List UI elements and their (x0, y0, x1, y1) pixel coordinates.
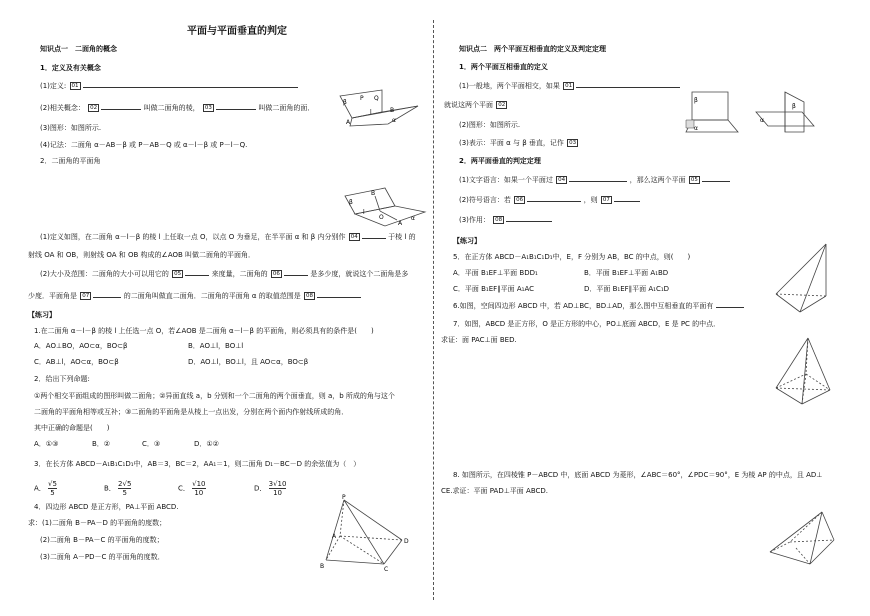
question-5: 5．在正方体 ABCD－A₁B₁C₁D₁中，E，F 分别为 AB，BC 的中点，则( ) (453, 253, 691, 261)
q2-option-a[interactable]: A．①③ (34, 440, 59, 448)
graph-line: (3)图形：如图所示. (40, 124, 102, 132)
fig1-label-l: l (370, 109, 372, 116)
answer-box-03: 03 (204, 105, 212, 111)
q1-option-d[interactable]: D．AO⊥l，BO⊥l，且 AO⊂α，BO⊂β (188, 358, 309, 366)
q2-option-d[interactable]: D．①② (194, 440, 219, 448)
q3-b-letter: B． (104, 484, 116, 493)
size-range-blank-08[interactable] (317, 297, 361, 298)
knowledge-point-1-heading: 知识点一 二面角的概念 (40, 45, 117, 53)
size-range-line-1 (40, 270, 408, 279)
answer-box-07: 07 (82, 293, 90, 299)
q3-option-d[interactable] (254, 480, 286, 497)
size-range-text-d: 少度．平面角是 (28, 292, 77, 300)
fig2-label-a: A (398, 220, 403, 227)
q5-option-a[interactable]: A．平面 B₁EF⊥平面 BDD₁ (453, 269, 538, 277)
right-answer-box-01: 01 (565, 83, 573, 89)
question-1: 1.在二面角 α－l－β 的棱 l 上任选一点 O，若∠AOB 是二面角 α－l－β 的平面角，则必须具有的条件是( ) (34, 327, 374, 335)
fig5-label-beta: β (792, 103, 796, 110)
perp-def-text-a: (1)一般地，两个平面相交，如果 (459, 82, 560, 90)
fig1-label-a: A (346, 119, 351, 126)
q1-option-c[interactable]: C．AB⊥l，AO⊂α，BO⊂β (34, 358, 119, 366)
q5-option-b[interactable]: B．平面 B₁EF⊥平面 A₁BD (584, 269, 669, 277)
q5-option-c[interactable]: C．平面 B₁EF∥平面 A₁AC (453, 285, 535, 293)
q5-option-d[interactable]: D．平面 B₁EF∥平面 A₁C₁D (584, 285, 670, 293)
q4-part-1: 求：(1)二面角 B－PA－D 的平面角的度数； (28, 519, 167, 527)
fig4-label-beta: β (694, 97, 698, 104)
theorem-blank-05[interactable] (702, 181, 730, 182)
definition-line (40, 82, 298, 91)
plane-angle-def-text-1: (1)定义如图，在二面角 α－l－β 的棱 l 上任取一点 O，以点 O 为垂足，在半平面 α 和 β 内分别作 (40, 233, 346, 241)
q2-statement-2: 二面角的平面角相等或互补；③二面角的平面角是从棱上一点出发，分别在两个面内作射线所成的角． (34, 408, 349, 416)
perpendicular-planes-figure (682, 90, 832, 138)
q2-statement-1: ①两个相交平面组成的图形叫做二面角；②异面直线 a，b 分别和一个二面角的两个面垂直，则 a，b 所成的角与这个 (34, 392, 395, 400)
q8-proof-prompt: CE.求证：平面 PAD⊥平面 ABCD. (441, 487, 549, 495)
page-title: 平面与平面垂直的判定 (187, 26, 287, 37)
terms-blank-2[interactable] (216, 109, 256, 110)
fig1-label-q: Q (374, 95, 379, 102)
q3-c-fraction (192, 480, 205, 497)
fig2-label-b: B (371, 190, 376, 197)
plane-angle-blank-04[interactable] (362, 238, 386, 239)
left-practice-heading: 【练习】 (28, 311, 56, 319)
size-range-text-b: 来度量，二面角的 (211, 270, 268, 278)
tetrahedron-figure (770, 238, 832, 318)
fig1-label-beta: β (343, 99, 347, 106)
question-4: 4．四边形 ABCD 是正方形，PA⊥平面 ABCD. (34, 503, 179, 511)
answer-box-04: 04 (350, 234, 358, 240)
theorem-blank-04[interactable] (569, 181, 627, 182)
q3-c-letter: C． (178, 484, 190, 493)
fig2-label-l: l (363, 209, 365, 216)
right-answer-box-02: 02 (498, 102, 506, 108)
theorem-blank-07[interactable] (614, 201, 640, 202)
terms-suffix: 叫做二面角的面． (258, 104, 315, 112)
q4-part-2: (2)二面角 B－PA－C 的平面角的度数； (40, 536, 164, 544)
plane-angle-def-text-1b: 于棱 l 的 (388, 233, 416, 241)
q7-proof-prompt: 求证：面 PAC⊥面 BED. (441, 336, 517, 344)
right-answer-box-07: 07 (602, 197, 610, 203)
question-3: 3．在长方体 ABCD－A₁B₁C₁D₁中，AB＝3，BC＝2，AA₁＝1，则二面角 D₁－BC－D 的余弦值为（ ） (34, 460, 361, 468)
perp-def-text-b: 就说这两个平面 (444, 101, 493, 109)
question-8: 8. 如图所示，在四棱锥 P－ABCD 中，底面 ABCD 为菱形，∠ABC＝60°，∠PDC＝90°，E 为棱 AP 的中点，且 AD⊥ (453, 471, 823, 479)
q3-d-letter: D． (254, 484, 267, 493)
terms-blank-1[interactable] (101, 109, 141, 110)
fig2-label-o: O (379, 214, 384, 221)
right-answer-box-05: 05 (690, 177, 698, 183)
size-range-text-c: 是多少度，就说这个二面角是多 (310, 270, 409, 278)
theorem-symbol-text-a: (2)符号语言：若 (459, 196, 511, 204)
theorem-blank-06[interactable] (527, 201, 581, 202)
theorem-use-text: (3)作用： (459, 216, 490, 224)
perp-def-line-2 (444, 101, 507, 110)
fig3-label-d: D (404, 538, 409, 545)
dihedral-angle-figure (330, 84, 422, 136)
right-answer-box-03: 03 (569, 140, 577, 146)
plane-angle-def-line-2: 射线 OA 和 OB，则射线 OA 和 OB 构成的∠AOB 叫做二面角的平面角． (28, 251, 256, 259)
q3-c-numerator: √10 (192, 480, 206, 488)
section-definition-heading: 1．定义及有关概念 (40, 64, 101, 72)
perpendicular-definition-heading: 1．两个平面互相垂直的定义 (459, 63, 548, 71)
answer-box-02: 02 (90, 105, 98, 111)
q1-option-b[interactable]: B．AO⊥l，BO⊥l (188, 342, 244, 350)
answer-box-08: 08 (306, 293, 314, 299)
q3-d-denominator: 10 (273, 489, 282, 497)
fig3-label-c: C (384, 566, 389, 572)
question-2: 2．给出下列命题: (34, 375, 90, 383)
q3-d-fraction (269, 480, 287, 497)
perp-notation-line (459, 139, 578, 148)
fig3-label-a: A (332, 533, 337, 540)
perp-def-blank-01[interactable] (576, 87, 680, 88)
theorem-use-line (459, 216, 552, 225)
theorem-blank-08[interactable] (506, 221, 552, 222)
fig2-label-alpha: α (411, 215, 415, 222)
plane-angle-def-line-1 (40, 233, 416, 242)
q2-option-b[interactable]: B．② (92, 440, 111, 448)
terms-prefix: (2)相关概念： (40, 104, 85, 112)
right-answer-box-06: 06 (516, 197, 524, 203)
notation-line: (4)记法：二面角 α－AB－β 或 P－AB－Q 或 α－l－β 或 P－l－Q. (40, 141, 248, 149)
plane-angle-figure (335, 182, 430, 234)
definition-blank[interactable] (83, 87, 298, 88)
q3-d-numerator: 3√10 (268, 480, 287, 488)
size-range-blank-05[interactable] (185, 275, 209, 276)
size-range-line-2 (28, 292, 361, 301)
size-range-text-e: 的二面角叫做直二面角．二面角的平面角 α 的取值范围是 (123, 292, 301, 300)
terms-mid: 叫做二面角的棱， (143, 104, 200, 112)
q6-text: 6.如图，空间四边形 ABCD 中，若 AD⊥BC，BD⊥AD，那么图中互相垂直的平面有 (453, 302, 714, 310)
right-answer-box-08: 08 (495, 217, 503, 223)
right-practice-heading: 【练习】 (453, 237, 481, 245)
theorem-text-a: (1)文字语言：如果一个平面过 (459, 176, 553, 184)
section-plane-angle-heading: 2．二面角的平面角 (40, 157, 101, 165)
q3-a-numerator: √5 (48, 480, 57, 488)
fig3-label-b: B (320, 563, 325, 570)
theorem-symbol-line (459, 196, 640, 205)
pyramid-q7-figure (772, 334, 834, 408)
fig1-label-p: P (360, 95, 364, 102)
q3-b-fraction (118, 480, 131, 497)
q3-option-a[interactable] (34, 480, 57, 497)
perp-graph-line: (2)图形：如图所示. (459, 121, 521, 129)
q3-a-denominator: 5 (50, 489, 55, 497)
q2-question: 其中正确的命题是( ) (34, 424, 110, 432)
q3-b-numerator: 2√5 (118, 480, 132, 488)
pyramid-q8-figure (766, 508, 838, 568)
theorem-symbol-text-b: ，则 (583, 196, 598, 204)
q3-a-letter: A． (34, 484, 46, 493)
q3-option-c[interactable] (178, 480, 206, 497)
theorem-text-line (459, 176, 730, 185)
q2-option-c[interactable]: C．③ (142, 440, 161, 448)
size-range-blank-06[interactable] (284, 275, 308, 276)
q1-option-a[interactable]: A．AO⊥BO，AO⊂α，BO⊂β (34, 342, 128, 350)
size-range-text-a: (2)大小及范围：二面角的大小可以用它的 (40, 270, 169, 278)
pyramid-pabcd-figure (318, 492, 413, 572)
answer-box-06: 06 (272, 271, 280, 277)
knowledge-point-2-heading: 知识点二 两个平面互相垂直的定义及判定定理 (459, 45, 606, 53)
q3-a-fraction (48, 480, 57, 497)
fig3-label-p: P (342, 494, 346, 501)
theorem-heading: 2．两平面垂直的判定定理 (459, 157, 541, 165)
size-range-blank-07[interactable] (93, 297, 121, 298)
question-7: 7．如图，ABCD 是正方形，O 是正方形的中心，PO⊥底面 ABCD，E 是 PC 的中点． (453, 320, 721, 328)
definition-prefix: (1)定义: (40, 82, 67, 90)
fig4-label-alpha: α (694, 125, 698, 132)
column-divider (433, 20, 434, 600)
q4-part-3: (3)二面角 A－PD－C 的平面角的度数． (40, 553, 165, 561)
perp-notation-text: (3)表示：平面 α 与 β 垂直，记作 (459, 139, 564, 147)
right-answer-box-04: 04 (558, 177, 566, 183)
answer-box-05: 05 (174, 271, 182, 277)
question-6 (453, 302, 744, 311)
theorem-text-b: ，那么这两个平面 (629, 176, 686, 184)
perp-def-line-1 (459, 82, 680, 91)
fig1-label-alpha: α (392, 117, 396, 124)
answer-box-01: 01 (71, 83, 79, 89)
fig1-label-b: B (390, 107, 395, 114)
fig2-label-beta: β (349, 199, 353, 206)
q3-b-denominator: 5 (122, 489, 127, 497)
fig5-label-alpha: α (760, 117, 764, 124)
q3-option-b[interactable] (104, 480, 131, 497)
terms-line (40, 104, 314, 113)
q6-blank[interactable] (716, 307, 744, 308)
q3-c-denominator: 10 (194, 489, 204, 497)
